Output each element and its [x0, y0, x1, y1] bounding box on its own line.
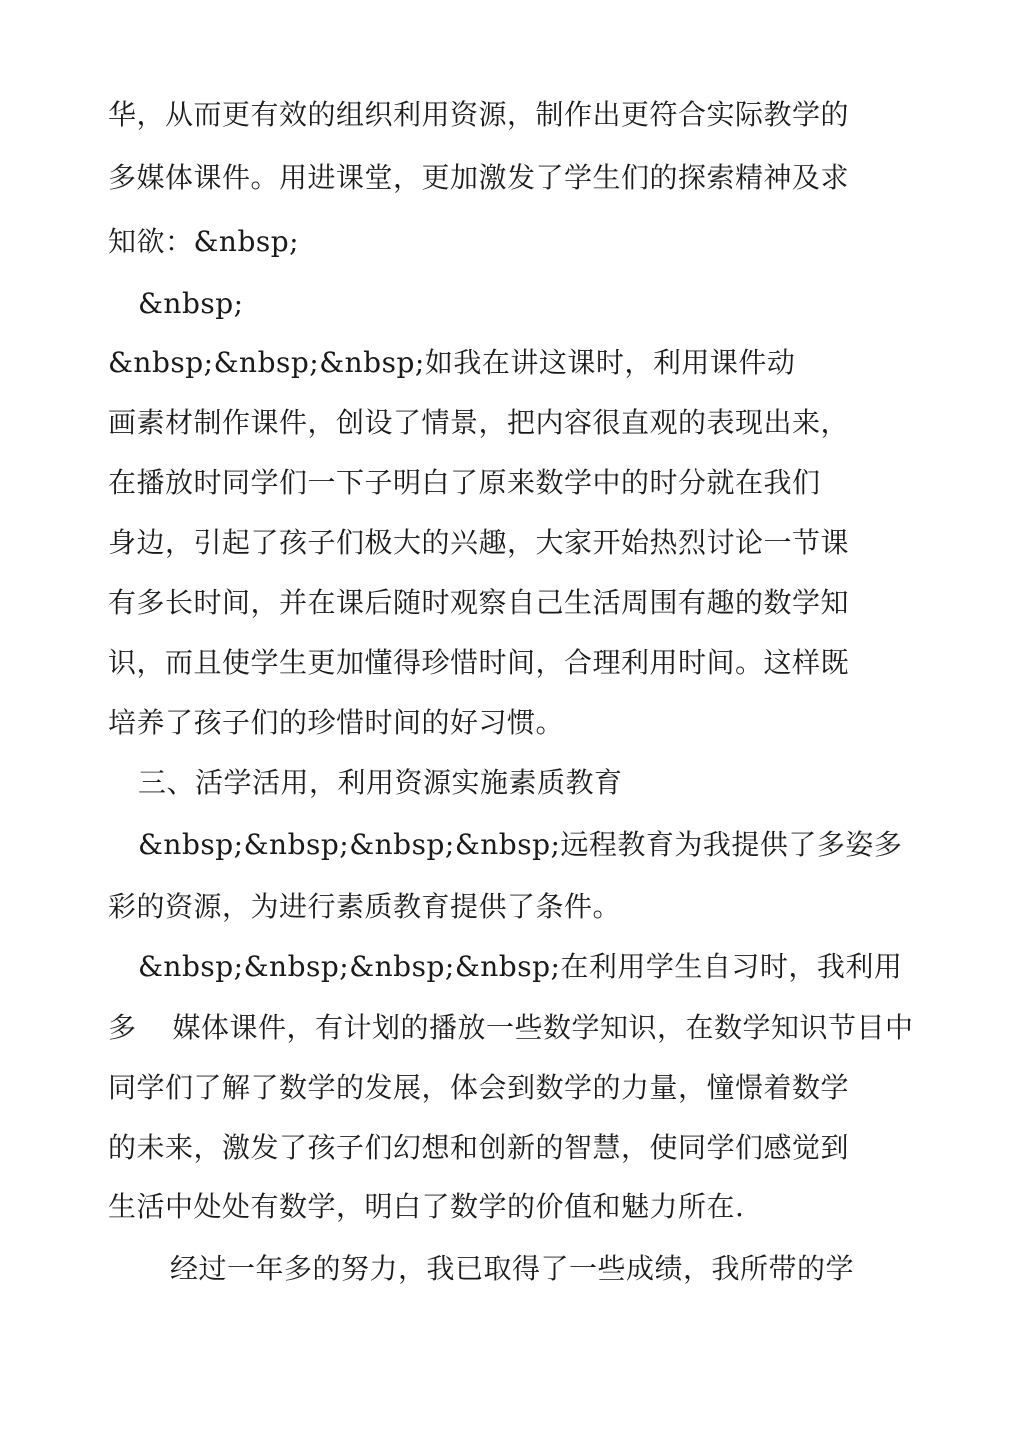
text-line-1: 华，从而更有效的组织利用资源，制作出更符合实际教学的 — [108, 98, 850, 131]
text-line-14: 彩的资源，为进行素质教育提供了条件。 — [108, 890, 622, 923]
text-line-5: &nbsp;&nbsp;&nbsp;如我在讲这课时，利用课件动 — [108, 346, 796, 379]
text-line-3: 知欲：&nbsp; — [108, 225, 300, 258]
text-fragment-b: 媒体课件，有计划的播放一些数学知识，在数学知识节目中 — [172, 1011, 914, 1044]
text-line-13: &nbsp;&nbsp;&nbsp;&nbsp;远程教育为我提供了多姿多 — [138, 828, 903, 861]
text-line-6: 画素材制作课件，创设了情景，把内容很直观的表现出来， — [108, 406, 850, 439]
text-line-18: 的未来，激发了孩子们幻想和创新的智慧，使同学们感觉到 — [108, 1131, 850, 1164]
text-line-20: 经过一年多的努力，我已取得了一些成绩，我所带的学 — [170, 1252, 855, 1285]
text-line-10: 识，而且使学生更加懂得珍惜时间，合理利用时间。这样既 — [108, 646, 850, 679]
section-heading: 三、活学活用，利用资源实施素质教育 — [138, 766, 623, 799]
text-line-17: 同学们了解了数学的发展，体会到数学的力量，憧憬着数学 — [108, 1071, 850, 1104]
text-line-2: 多媒体课件。用进课堂，更加激发了学生们的探索精神及求 — [108, 161, 850, 194]
text-fragment-a: 多 — [108, 1011, 137, 1044]
text-line-8: 身边，引起了孩子们极大的兴趣，大家开始热烈讨论一节课 — [108, 526, 850, 559]
text-line-19: 生活中处处有数学，明白了数学的价值和魅力所在. — [108, 1190, 745, 1223]
text-line-15: &nbsp;&nbsp;&nbsp;&nbsp;在利用学生自习时，我利用 — [138, 950, 903, 983]
text-line-11: 培养了孩子们的珍惜时间的好习惯。 — [108, 706, 565, 739]
text-line-4: &nbsp; — [138, 287, 244, 320]
text-line-16 — [108, 1008, 914, 1048]
text-line-9: 有多长时间，并在课后随时观察自己生活周围有趣的数学知 — [108, 586, 850, 619]
text-line-7: 在播放时同学们一下子明白了原来数学中的时分就在我们 — [108, 466, 821, 499]
